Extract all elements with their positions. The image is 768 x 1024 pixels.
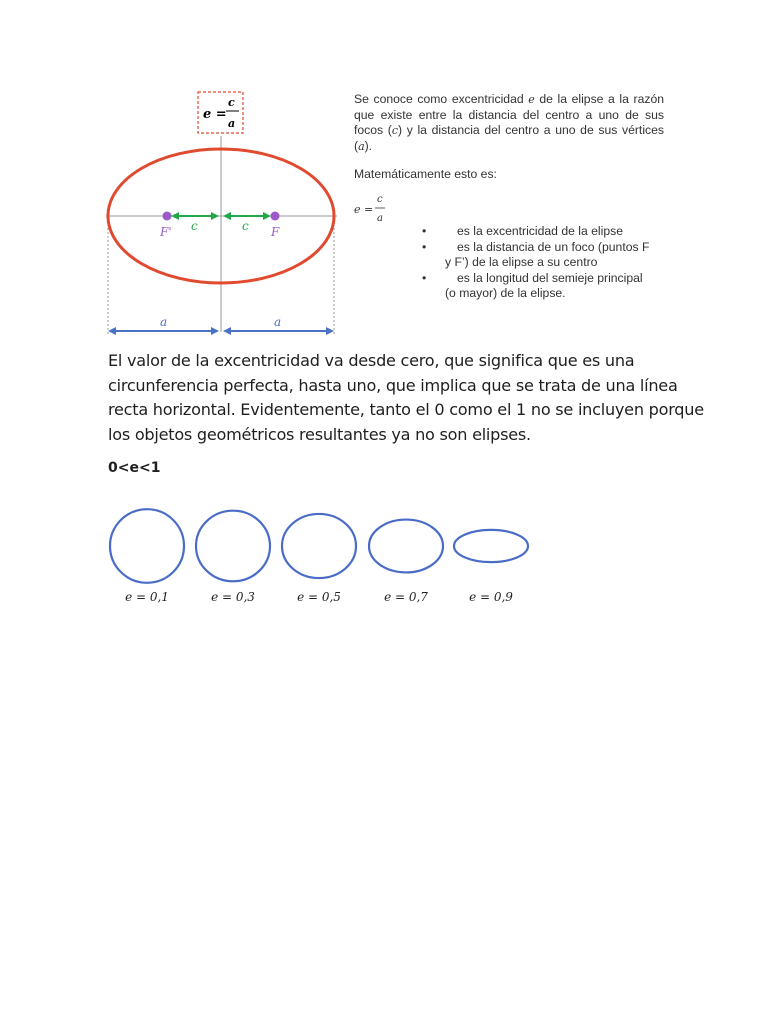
eccentricity-ellipses: [110, 509, 528, 604]
c-label-right: c: [242, 219, 249, 233]
list-item: [420, 240, 670, 271]
paragraph-line: recta horizontal. Evidentemente, tanto el 0 como el 1 no se incluyen porque: [108, 400, 704, 420]
a-arrowhead-left-out: [108, 327, 116, 335]
intro-line: [354, 123, 664, 139]
definition-list: [420, 224, 670, 302]
intro-text-part: focos (: [354, 123, 392, 137]
focus-left-point: [163, 212, 172, 221]
a-arrowhead-right-out: [326, 327, 334, 335]
list-item: [420, 224, 670, 240]
c-arrowhead-left-out: [171, 212, 179, 220]
intro-symbol-a: a: [358, 139, 365, 153]
focus-right-label: F: [271, 225, 280, 239]
eccentricity-label: e = 0,5: [297, 590, 341, 604]
intro-text-part: que existe entre la distancia del centro a uno de sus: [354, 107, 664, 122]
intro-line: [354, 139, 664, 155]
paragraph-line: El valor de la excentricidad va desde cero, que significa que es una: [108, 351, 635, 370]
intro-text-part: Se conoce como excentricidad: [354, 92, 529, 106]
c-label-left: c: [191, 219, 198, 233]
intro-line: [354, 108, 664, 124]
eccentricity-ellipse: [196, 511, 270, 582]
eccentricity-label: e = 0,7: [384, 590, 428, 604]
a-label-left: a: [160, 315, 168, 329]
list-item-text: es la excentricidad de la elipse: [457, 224, 623, 238]
bullet-icon: •: [422, 239, 427, 254]
intro-text-part: de la elipse a la razón: [534, 92, 664, 106]
eccentricity-ellipse: [369, 520, 443, 573]
eccentricity-ellipse: [110, 509, 184, 583]
eccentricity-ellipse: [454, 530, 528, 562]
intro-text: [354, 92, 664, 154]
list-item-text: es la longitud del semieje principal: [457, 270, 643, 285]
formula-num: c: [377, 194, 383, 205]
math-lead: Matemáticamente esto es:: [354, 167, 497, 181]
intro-symbol-c: c: [391, 124, 399, 137]
c-arrowhead-right-out: [263, 212, 271, 220]
body-paragraph: [108, 349, 704, 447]
list-item-continuation: y F’) de la elipse a su centro: [445, 255, 598, 269]
formula-lhs: e =: [354, 203, 374, 216]
a-arrowhead-right-in: [223, 327, 231, 335]
list-item-continuation: (o mayor) de la elipse.: [445, 286, 566, 300]
formula-box-num: c: [228, 96, 235, 109]
intro-text-part: (: [354, 138, 359, 153]
focus-right-point: [271, 212, 280, 221]
intro-symbol-e: e: [528, 93, 535, 106]
formula-box-den: a: [228, 117, 236, 130]
intro-text-part: ).: [364, 138, 373, 153]
eccentricity-label: e = 0,9: [469, 590, 513, 604]
bullet-icon: •: [422, 270, 427, 285]
paragraph-line: circunferencia perfecta, hasta uno, que implica que se trata de una línea: [108, 375, 678, 395]
a-label-right: a: [274, 315, 282, 329]
formula-den: a: [377, 213, 383, 224]
bullet-icon: •: [422, 224, 427, 238]
eccentricity-ellipse: [282, 514, 356, 578]
list-item-text: es la distancia de un foco (puntos F: [457, 239, 650, 254]
eccentricity-label: e = 0,3: [211, 590, 255, 604]
range-heading: 0<e<1: [108, 460, 161, 476]
c-arrowhead-left-in: [211, 212, 219, 220]
c-arrowhead-right-in: [223, 212, 231, 220]
eccentricity-label: e = 0,1: [125, 590, 169, 604]
paragraph-line: los objetos geométricos resultantes ya no son elipses.: [108, 424, 531, 444]
focus-left-label: F': [160, 225, 172, 239]
intro-text-part: ) y la distancia del centro a uno de sus vértices: [398, 123, 664, 137]
formula-box-lhs: e =: [203, 107, 227, 122]
list-item: [420, 271, 670, 302]
a-arrowhead-left-in: [211, 327, 219, 335]
intro-line: [354, 92, 664, 108]
